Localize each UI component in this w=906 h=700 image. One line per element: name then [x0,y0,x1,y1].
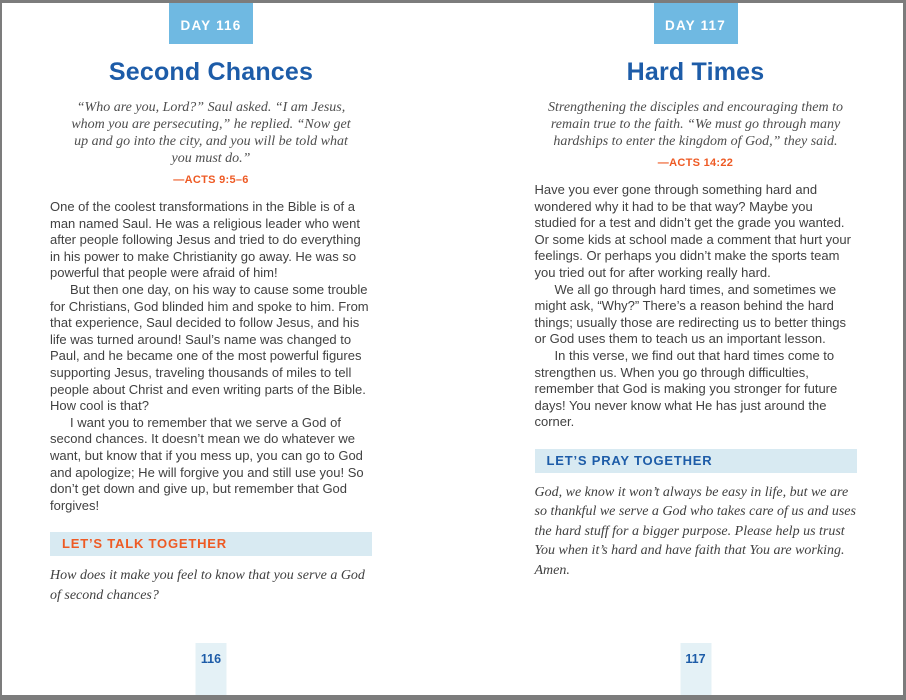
devotional-body [50,199,372,514]
day-badge: DAY 116 [169,3,253,44]
page-number-tab [680,643,711,695]
devotional-paragraph: I want you to remember that we serve a God of second chances. It doesn’t mean we do whatever we want, but know that if you mess up, you can go to God and apologize; He will forgive you and still use you! So don’t get down and give up, but remember that God forgives! [50,414,364,513]
devotional-paragraph: Have you ever gone through something hard and wondered why it had to be that way? Maybe you studied for a test and didn’t get the grade you wanted. Or some kids at school made a comment that hurt your feelings. Or perhaps you didn’t make the sports team you tried out for after working really hard. [534,182,851,280]
scripture-reference: —ACTS 9:5–6 [173,174,249,186]
day-badge: DAY 117 [654,3,738,44]
page-left [2,3,453,695]
devotional-paragraph: In this verse, we find out that hard times come to strengthen us. When you go through difficulties, remember that God is making you stronger for future days! You never know what He has just around the corner. [534,347,838,430]
devotional-body [535,182,857,431]
page-right [453,3,904,695]
page-right-column [535,3,857,695]
devotional-paragraph: We all go through hard times, and sometimes we might ask, “Why?” There’s a reason behind the hard things; usually those are redirecting us to better things or God uses them to teach us an important lesson. [534,281,846,347]
devotional-paragraph: But then one day, on his way to cause some trouble for Christians, God blinded him and spoke to him. From that experience, Saul decided to follow Jesus, and his life was turned around! Saul’s name was changed to Paul, and he became one of the most powerful figures supporting Jesus, traveling thousands of miles to tell people about Christ and even writing parts of the Bible. How cool is that? [50,281,369,414]
prayer-text: God, we know it won’t always be easy in life, but we are so thankful we serve a God who takes care of us and uses the hard stuff for a bigger purpose. Please help us trust You when it’s hard and have faith that You are working. Amen. [534,484,856,578]
page-left-column [50,3,372,695]
page-title: Second Chances [108,58,314,86]
page-title: Hard Times [626,58,765,86]
section-heading-bar [535,449,857,473]
devotional-paragraph: One of the coolest transformations in the Bible is of a man named Saul. He was a religious leader who went after people following Jesus and tried to do everything in his power to make Christianity go away. He was so powerful that people were afraid of him! [50,199,361,281]
scripture-reference: —ACTS 14:22 [657,157,734,169]
page-number: 116 [200,652,222,666]
section-heading: LET’S TALK TOGETHER [62,536,227,552]
section-heading-bar [50,532,372,556]
book-spread [2,3,903,695]
section-heading: LET’S PRAY TOGETHER [546,452,713,468]
scripture-quote: “Who are you, Lord?” Saul asked. “I am Jesus, whom you are persecuting,” he replied. “Now get up and go into the city, and you will be told what you must do.” [71,100,351,166]
page-number-tab [196,643,227,695]
discussion-prompt: How does it make you feel to know that you serve a God of second chances? [50,568,365,603]
scripture-quote: Strengthening the disciples and encouraging them to remain true to the faith. “We must go through many hardships to enter the kingdom of God,” they said. [548,100,843,149]
page-number: 117 [685,652,706,666]
